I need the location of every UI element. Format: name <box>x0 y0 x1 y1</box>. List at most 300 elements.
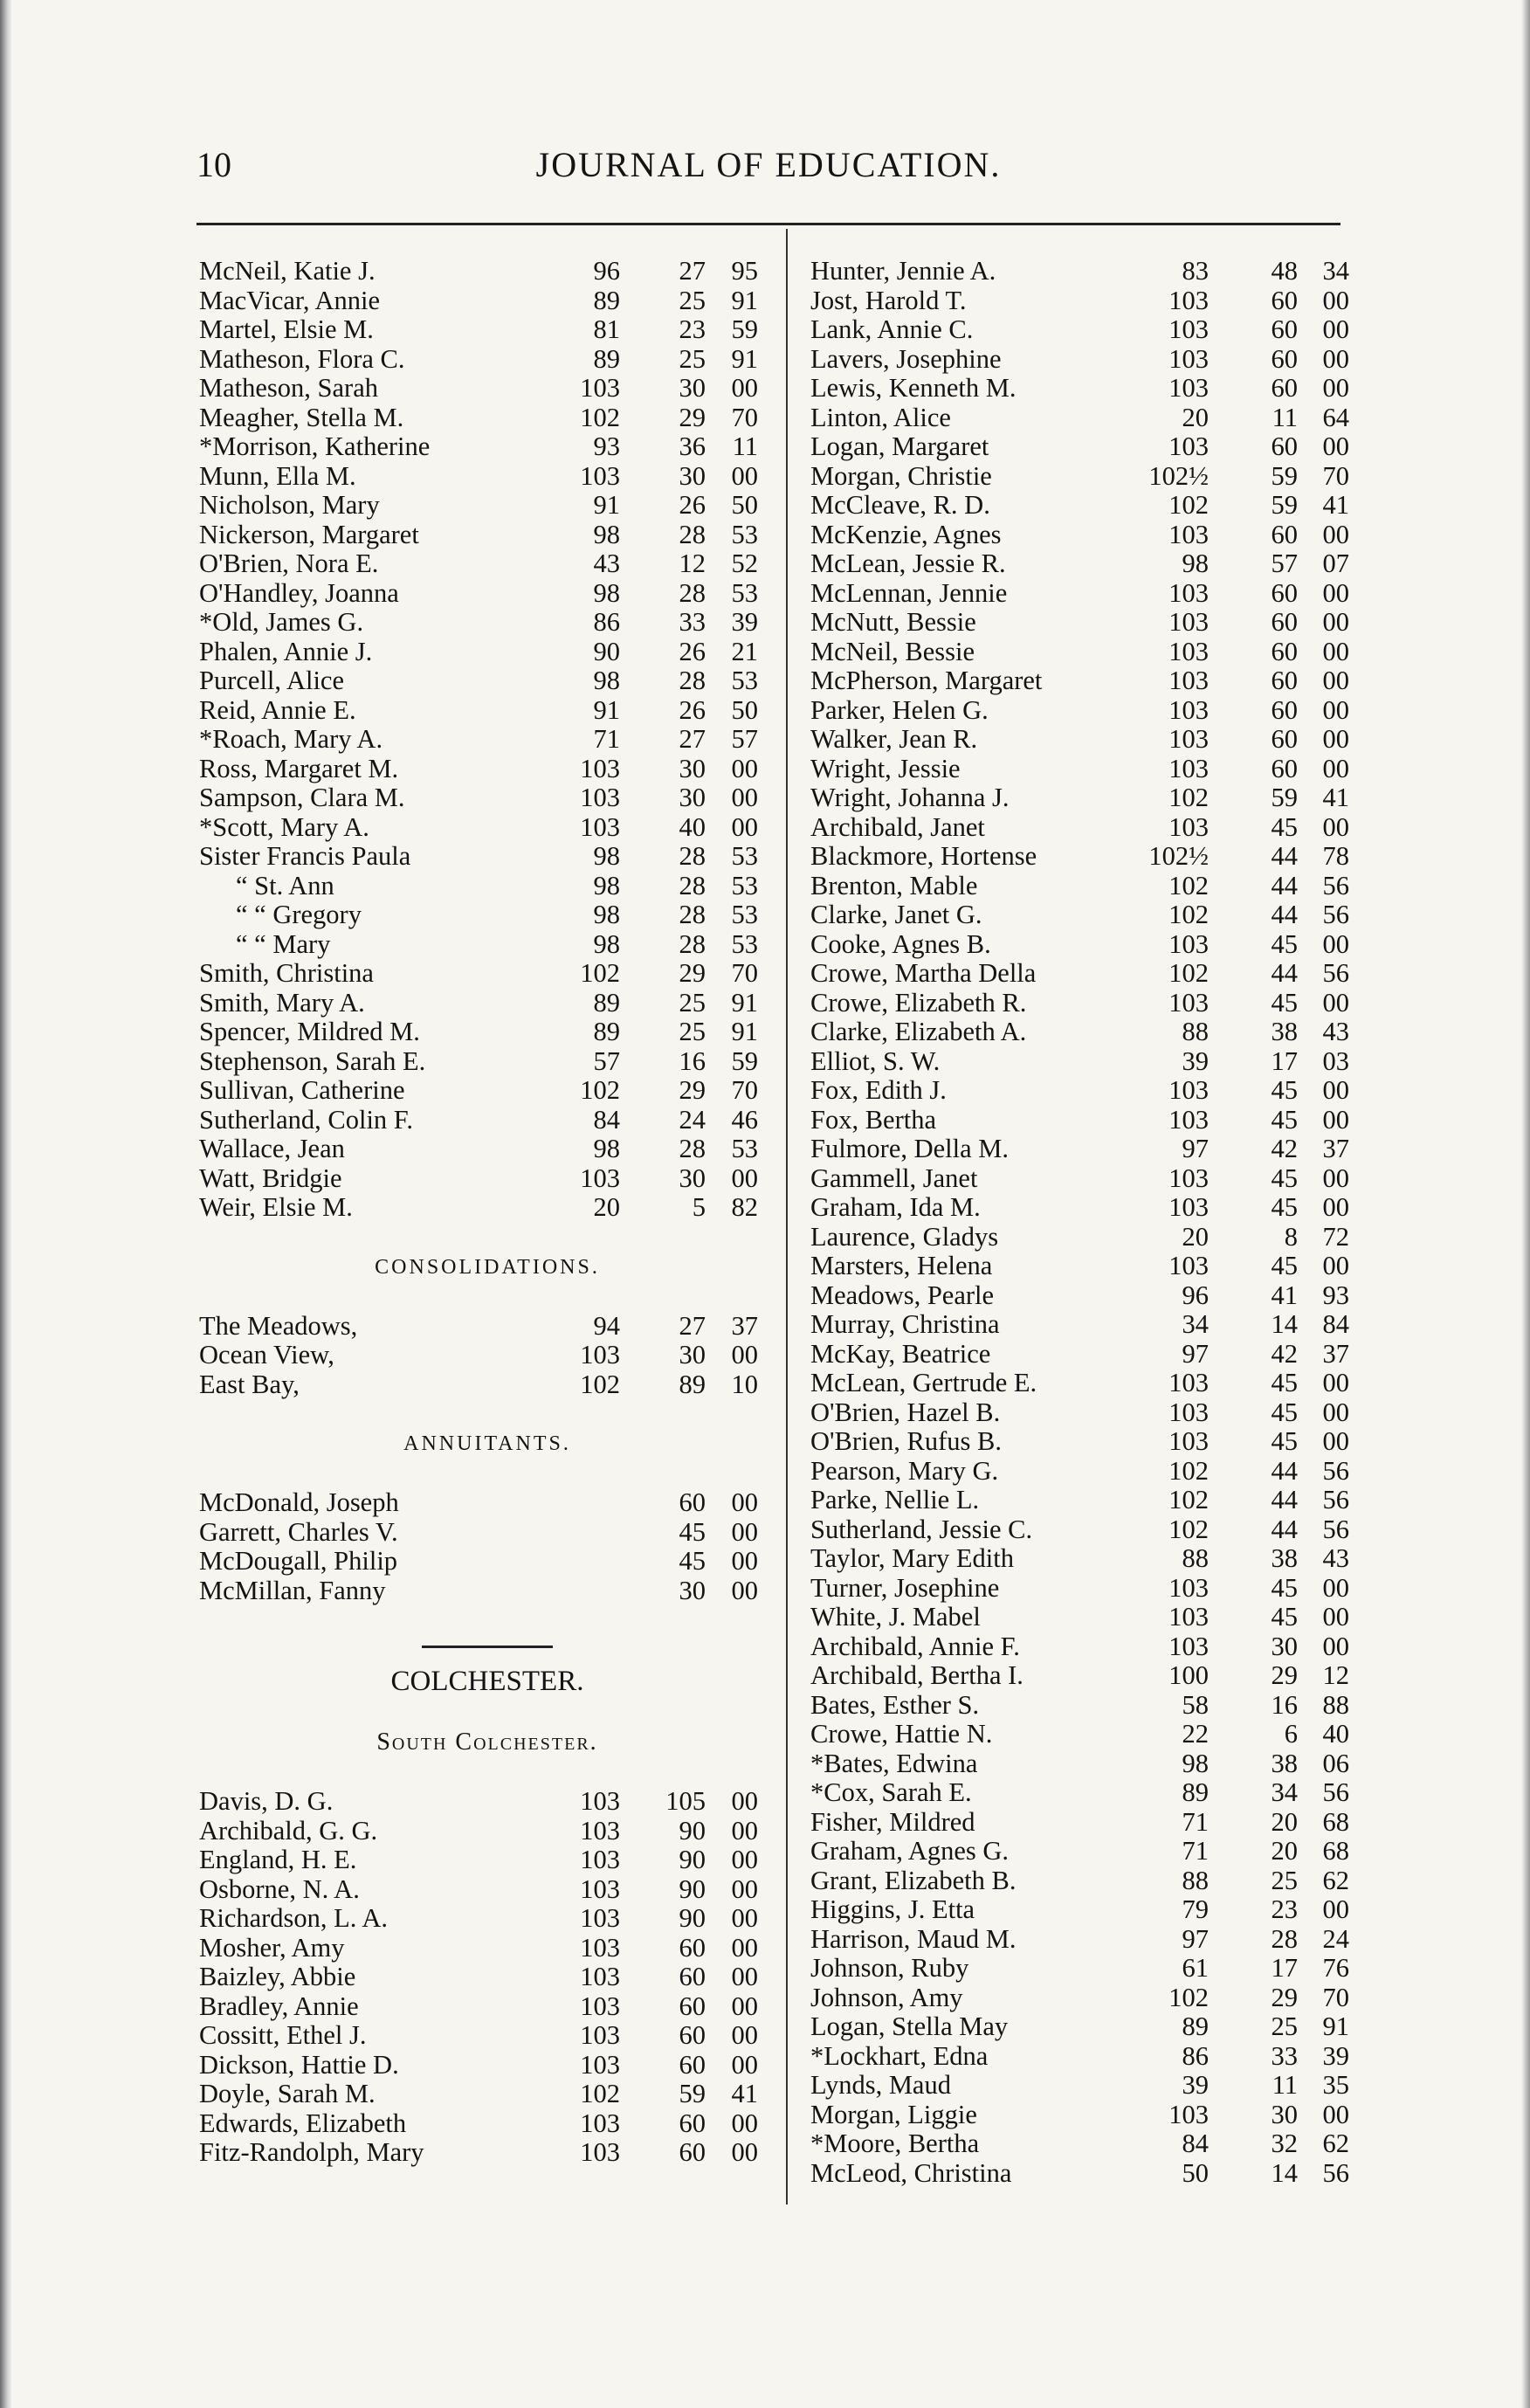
teacher-name: Pearson, Mary G. <box>810 1455 999 1486</box>
amount-dollars: 11 <box>1272 402 1298 432</box>
days-taught: 89 <box>1182 2011 1209 2041</box>
teacher-name: Taylor, Mary Edith <box>810 1543 1014 1573</box>
amount-cents: 00 <box>1322 928 1349 959</box>
table-row <box>810 345 1352 375</box>
teacher-name: McNutt, Bessie <box>810 607 976 637</box>
days-taught: 89 <box>593 987 620 1018</box>
amount-dollars: 29 <box>679 958 706 988</box>
teacher-name: Mosher, Amy <box>199 1932 345 1963</box>
teacher-name: Turner, Josephine <box>810 1572 1000 1603</box>
amount-cents: 11 <box>732 431 758 461</box>
amount-dollars: 20 <box>1271 1806 1298 1837</box>
days-taught: 103 <box>580 1815 620 1846</box>
amount-cents: 56 <box>1322 958 1349 988</box>
amount-cents: 37 <box>731 1310 758 1341</box>
days-taught: 103 <box>1168 1397 1209 1427</box>
table-row <box>199 842 775 872</box>
spacer <box>199 1698 775 1728</box>
days-taught: 102 <box>1168 783 1209 812</box>
amount-dollars: 45 <box>1271 1192 1298 1222</box>
amount-dollars: 44 <box>1271 900 1298 929</box>
table-row <box>810 1661 1352 1691</box>
table-row <box>810 1603 1352 1632</box>
amount-cents: 00 <box>1322 1397 1349 1427</box>
table-row <box>199 1577 775 1606</box>
days-taught: 103 <box>1168 1075 1209 1105</box>
days-taught: 98 <box>1182 549 1209 578</box>
teacher-name: Logan, Margaret <box>810 431 989 461</box>
amount-cents: 68 <box>1322 1806 1349 1837</box>
teacher-name: Higgins, J. Etta <box>810 1894 975 1924</box>
days-taught: 103 <box>1168 724 1209 754</box>
amount-cents: 41 <box>731 2079 758 2108</box>
days-taught: 103 <box>580 1340 620 1370</box>
amount-dollars: 23 <box>1271 1894 1298 1924</box>
amount-dollars: 24 <box>679 1104 706 1135</box>
table-row <box>810 725 1352 755</box>
table-row <box>810 1544 1352 1574</box>
table-row <box>199 1846 775 1875</box>
amount-cents: 00 <box>731 1340 758 1370</box>
teacher-name: Osborne, N. A. <box>199 1873 360 1904</box>
teacher-name: *Morrison, Katherine <box>199 431 431 461</box>
days-taught: 103 <box>1168 431 1209 461</box>
amount-dollars: 25 <box>679 343 706 374</box>
amount-dollars: 8 <box>1284 1221 1298 1252</box>
days-taught: 96 <box>1182 1280 1209 1310</box>
table-row <box>810 1427 1352 1457</box>
amount-dollars: 60 <box>679 2049 706 2080</box>
amount-cents: 53 <box>731 870 758 900</box>
table-row <box>199 1370 775 1400</box>
days-taught: 102 <box>580 1075 620 1105</box>
table-row <box>810 1895 1352 1925</box>
amount-cents: 82 <box>731 1192 758 1222</box>
table-row <box>199 432 775 462</box>
days-taught: 20 <box>1182 1221 1209 1252</box>
days-taught: 103 <box>1168 1602 1209 1632</box>
days-taught: 103 <box>580 1786 620 1816</box>
days-taught: 84 <box>1182 2129 1209 2158</box>
amount-cents: 00 <box>731 1815 758 1846</box>
amount-dollars: 29 <box>679 1075 706 1105</box>
days-taught: 103 <box>580 460 620 491</box>
amount-cents: 00 <box>1322 2099 1349 2129</box>
days-taught: 103 <box>1168 519 1209 549</box>
table-row <box>199 1817 775 1846</box>
section-rule <box>199 1635 775 1665</box>
teacher-name: McDougall, Philip <box>199 1546 398 1576</box>
amount-cents: 00 <box>731 1962 758 1991</box>
days-taught: 98 <box>593 577 620 608</box>
amount-dollars: 28 <box>679 841 706 871</box>
amount-dollars: 6 <box>1284 1719 1298 1749</box>
days-taught: 89 <box>1182 1777 1209 1807</box>
amount-dollars: 45 <box>1271 811 1298 842</box>
teacher-name: Fisher, Mildred <box>810 1806 975 1837</box>
amount-dollars: 90 <box>679 1845 706 1874</box>
amount-dollars: 45 <box>679 1546 706 1576</box>
amount-dollars: 30 <box>1271 2099 1298 2129</box>
amount-cents: 59 <box>731 1045 758 1076</box>
days-taught: 103 <box>1168 314 1209 344</box>
teacher-name: Crowe, Elizabeth R. <box>810 987 1027 1018</box>
days-taught: 103 <box>580 2049 620 2080</box>
teacher-name: Reid, Annie E. <box>199 694 356 725</box>
days-taught: 103 <box>580 1903 620 1933</box>
amount-cents: 53 <box>731 666 758 695</box>
days-taught: 103 <box>1168 285 1209 315</box>
amount-dollars: 20 <box>1271 1836 1298 1866</box>
table-row <box>199 315 775 345</box>
teacher-name: England, H. E. <box>199 1845 357 1874</box>
amount-dollars: 60 <box>1271 666 1298 695</box>
teacher-name: Fulmore, Della M. <box>810 1134 1010 1163</box>
teacher-name: Martel, Elsie M. <box>199 314 374 344</box>
teacher-name: O'Brien, Hazel B. <box>810 1397 1001 1427</box>
table-row <box>199 1963 775 1992</box>
amount-dollars: 32 <box>1271 2129 1298 2158</box>
table-row <box>810 1749 1352 1779</box>
table-row <box>199 2138 775 2168</box>
amount-dollars: 11 <box>1272 2070 1298 2100</box>
rule-line <box>422 1646 553 1648</box>
amount-dollars: 38 <box>1271 1543 1298 1573</box>
table-row <box>810 2129 1352 2159</box>
days-taught: 96 <box>593 256 620 286</box>
amount-dollars: 45 <box>1271 1163 1298 1193</box>
teacher-name: Matheson, Flora C. <box>199 343 405 374</box>
amount-dollars: 40 <box>679 811 706 842</box>
days-taught: 102 <box>580 402 620 432</box>
table-row <box>810 462 1352 492</box>
teacher-name: Phalen, Annie J. <box>199 636 373 666</box>
teacher-name: Archibald, Annie F. <box>810 1631 1020 1661</box>
days-taught: 103 <box>580 2020 620 2050</box>
table-row <box>810 1018 1352 1047</box>
column-divider <box>786 229 788 2204</box>
page-number: 10 <box>196 145 231 184</box>
spacer <box>199 1223 775 1252</box>
amount-dollars: 59 <box>679 2079 706 2108</box>
amount-dollars: 25 <box>1271 2011 1298 2041</box>
amount-dollars: 60 <box>1271 694 1298 725</box>
amount-cents: 00 <box>731 2020 758 2050</box>
amount-cents: 43 <box>1322 1543 1349 1573</box>
amount-cents: 00 <box>731 783 758 812</box>
teacher-name: McLeod, Christina <box>810 2157 1012 2188</box>
table-row <box>199 1875 775 1905</box>
table-row <box>810 1398 1352 1428</box>
teacher-name: Dickson, Hattie D. <box>199 2049 399 2080</box>
amount-dollars: 30 <box>679 373 706 403</box>
section-heading: CONSOLIDATIONS. <box>375 1255 600 1279</box>
days-taught: 98 <box>593 928 620 959</box>
amount-dollars: 30 <box>1271 1631 1298 1661</box>
teacher-name: Meadows, Pearle <box>810 1280 995 1310</box>
amount-dollars: 60 <box>1271 577 1298 608</box>
teacher-name: Logan, Stella May <box>810 2011 1009 2041</box>
teacher-name: Meagher, Stella M. <box>199 402 404 432</box>
amount-dollars: 12 <box>679 549 706 578</box>
spacer <box>199 1605 775 1635</box>
table-row <box>199 1018 775 1047</box>
amount-cents: 00 <box>1322 577 1349 608</box>
teacher-name: *Bates, Edwina <box>810 1748 978 1778</box>
table-row <box>199 666 775 696</box>
amount-cents: 35 <box>1322 2070 1349 2100</box>
teacher-name: Walker, Jean R. <box>810 724 978 754</box>
amount-dollars: 45 <box>1271 1368 1298 1397</box>
days-taught: 81 <box>593 314 620 344</box>
amount-dollars: 44 <box>1271 870 1298 900</box>
amount-cents: 70 <box>731 402 758 432</box>
amount-dollars: 28 <box>679 900 706 929</box>
table-row <box>199 2080 775 2109</box>
days-taught: 98 <box>593 841 620 871</box>
table-row <box>199 286 775 316</box>
teacher-name: “ St. Ann <box>236 870 334 900</box>
teacher-name: McNeil, Katie J. <box>199 256 376 286</box>
days-taught: 86 <box>1182 2040 1209 2071</box>
teacher-name: Lavers, Josephine <box>810 343 1002 374</box>
table-row <box>199 1488 775 1518</box>
teacher-name: Cossitt, Ethel J. <box>199 2020 367 2050</box>
table-row <box>199 1135 775 1164</box>
amount-dollars: 28 <box>679 928 706 959</box>
amount-cents: 00 <box>731 1845 758 1874</box>
teacher-name: Fox, Bertha <box>810 1104 937 1135</box>
amount-cents: 70 <box>1322 1982 1349 2012</box>
days-taught: 97 <box>1182 1134 1209 1163</box>
amount-cents: 39 <box>731 607 758 637</box>
amount-dollars: 59 <box>1271 490 1298 520</box>
days-taught: 97 <box>1182 1923 1209 1954</box>
amount-dollars: 60 <box>1271 314 1298 344</box>
table-row <box>199 1312 775 1342</box>
days-taught: 91 <box>593 490 620 520</box>
amount-cents: 00 <box>731 1575 758 1605</box>
table-row <box>810 813 1352 843</box>
days-taught: 103 <box>580 373 620 403</box>
amount-cents: 00 <box>731 1903 758 1933</box>
days-taught: 102½ <box>1148 841 1209 871</box>
days-taught: 102 <box>580 2079 620 2108</box>
amount-cents: 43 <box>1322 1017 1349 1046</box>
amount-dollars: 14 <box>1271 2157 1298 2188</box>
amount-dollars: 44 <box>1271 958 1298 988</box>
table-row <box>810 1720 1352 1749</box>
amount-cents: 39 <box>1322 2040 1349 2071</box>
teacher-name: *Cox, Sarah E. <box>810 1777 972 1807</box>
right-column <box>810 257 1352 2188</box>
amount-dollars: 90 <box>679 1873 706 1904</box>
table-row <box>810 666 1352 696</box>
amount-dollars: 44 <box>1271 1455 1298 1486</box>
table-row <box>810 404 1352 433</box>
teacher-name: Matheson, Sarah <box>199 373 378 403</box>
amount-dollars: 30 <box>679 1163 706 1193</box>
teacher-name: O'Handley, Joanna <box>199 577 399 608</box>
amount-cents: 64 <box>1322 402 1349 432</box>
days-taught: 103 <box>1168 1426 1209 1456</box>
teacher-name: McDonald, Joseph <box>199 1487 399 1517</box>
teacher-name: O'Brien, Rufus B. <box>810 1426 1002 1456</box>
table-row <box>199 2021 775 2051</box>
table-row <box>810 1369 1352 1398</box>
amount-cents: 91 <box>731 343 758 374</box>
days-taught: 89 <box>593 285 620 315</box>
amount-cents: 00 <box>731 1163 758 1193</box>
teacher-name: Spencer, Mildred M. <box>199 1017 420 1046</box>
teacher-name: Doyle, Sarah M. <box>199 2079 376 2108</box>
amount-cents: 07 <box>1322 549 1349 578</box>
days-taught: 103 <box>1168 1251 1209 1280</box>
teacher-name: Nicholson, Mary <box>199 490 380 520</box>
teacher-name: Jost, Harold T. <box>810 285 967 315</box>
table-row <box>810 1515 1352 1545</box>
amount-dollars: 48 <box>1271 256 1298 286</box>
teacher-name: Sister Francis Paula <box>199 841 411 871</box>
amount-cents: 56 <box>1322 1485 1349 1514</box>
teacher-name: Hunter, Jennie A. <box>810 256 996 286</box>
amount-cents: 00 <box>731 460 758 491</box>
amount-dollars: 45 <box>1271 987 1298 1018</box>
amount-cents: 62 <box>1322 1865 1349 1895</box>
teacher-name: Brenton, Mable <box>810 870 978 900</box>
teacher-name: The Meadows, <box>199 1310 358 1341</box>
teacher-name: Lynds, Maud <box>810 2070 951 2100</box>
amount-cents: 84 <box>1322 1309 1349 1339</box>
teacher-name: McLennan, Jennie <box>810 577 1008 608</box>
amount-dollars: 25 <box>1271 1865 1298 1895</box>
teacher-name: Blackmore, Hortense <box>810 841 1037 871</box>
teacher-name: McNeil, Bessie <box>810 636 975 666</box>
days-taught: 103 <box>1168 607 1209 637</box>
teacher-name: Fitz-Randolph, Mary <box>199 2137 424 2167</box>
amount-cents: 34 <box>1322 256 1349 286</box>
teacher-name: McLean, Gertrude E. <box>810 1368 1037 1397</box>
teacher-name: Smith, Christina <box>199 958 374 988</box>
days-taught: 79 <box>1182 1894 1209 1924</box>
teacher-name: Archibald, Janet <box>810 811 985 842</box>
amount-dollars: 30 <box>679 753 706 783</box>
days-taught: 103 <box>1168 811 1209 842</box>
amount-cents: 00 <box>731 1546 758 1576</box>
amount-dollars: 59 <box>1271 460 1298 491</box>
amount-dollars: 45 <box>1271 1075 1298 1105</box>
teacher-name: Sullivan, Catherine <box>199 1075 405 1105</box>
amount-dollars: 16 <box>679 1045 706 1076</box>
table-row <box>810 1281 1352 1311</box>
table-row <box>810 1106 1352 1135</box>
teacher-name: Linton, Alice <box>810 402 951 432</box>
days-taught: 88 <box>1182 1543 1209 1573</box>
amount-cents: 59 <box>731 314 758 344</box>
amount-cents: 70 <box>1322 460 1349 491</box>
days-taught: 103 <box>1168 1572 1209 1603</box>
amount-cents: 57 <box>731 724 758 754</box>
days-taught: 103 <box>1168 636 1209 666</box>
teacher-name: Watt, Bridgie <box>199 1163 342 1193</box>
amount-dollars: 14 <box>1271 1309 1298 1339</box>
days-taught: 86 <box>593 607 620 637</box>
amount-dollars: 28 <box>679 870 706 900</box>
teacher-name: Wallace, Jean <box>199 1134 345 1163</box>
amount-dollars: 36 <box>679 431 706 461</box>
amount-dollars: 28 <box>679 666 706 695</box>
amount-cents: 53 <box>731 577 758 608</box>
table-row <box>810 783 1352 813</box>
amount-cents: 40 <box>1322 1719 1349 1749</box>
table-row <box>199 930 775 960</box>
table-row <box>199 872 775 901</box>
teacher-name: Archibald, Bertha I. <box>810 1660 1023 1690</box>
table-row <box>810 1984 1352 2013</box>
teacher-name: “ “ Mary <box>236 928 331 959</box>
amount-cents: 41 <box>1322 490 1349 520</box>
amount-dollars: 89 <box>679 1369 706 1399</box>
amount-dollars: 17 <box>1271 1045 1298 1076</box>
amount-dollars: 105 <box>665 1786 706 1816</box>
amount-dollars: 45 <box>1271 1104 1298 1135</box>
table-row <box>199 1787 775 1817</box>
amount-cents: 76 <box>1322 1953 1349 1983</box>
table-row <box>199 755 775 784</box>
amount-dollars: 16 <box>1271 1689 1298 1720</box>
amount-dollars: 60 <box>1271 285 1298 315</box>
amount-cents: 00 <box>1322 753 1349 783</box>
amount-dollars: 45 <box>1271 1426 1298 1456</box>
teacher-name: Wright, Johanna J. <box>810 783 1010 812</box>
table-row <box>810 1837 1352 1866</box>
teacher-name: Laurence, Gladys <box>810 1221 999 1252</box>
days-taught: 103 <box>580 1962 620 1991</box>
table-row <box>810 2101 1352 2130</box>
days-taught: 103 <box>580 811 620 842</box>
table-row <box>810 989 1352 1018</box>
page-header <box>196 144 1340 197</box>
days-taught: 103 <box>1168 373 1209 403</box>
teacher-name: “ “ Gregory <box>236 900 362 929</box>
amount-dollars: 42 <box>1271 1338 1298 1369</box>
table-row <box>199 725 775 755</box>
days-taught: 71 <box>1182 1806 1209 1837</box>
table-row <box>810 755 1352 784</box>
teacher-name: Gammell, Janet <box>810 1163 978 1193</box>
amount-cents: 10 <box>731 1369 758 1399</box>
table-row <box>810 2159 1352 2189</box>
amount-dollars: 60 <box>1271 607 1298 637</box>
teacher-name: Graham, Ida M. <box>810 1192 981 1222</box>
amount-dollars: 60 <box>679 2137 706 2167</box>
spacer <box>199 1399 775 1429</box>
table-row <box>810 286 1352 316</box>
amount-dollars: 45 <box>1271 928 1298 959</box>
amount-cents: 00 <box>1322 285 1349 315</box>
amount-cents: 00 <box>731 1786 758 1816</box>
table-row <box>199 783 775 813</box>
table-row <box>199 579 775 609</box>
days-taught: 102 <box>1168 1514 1209 1544</box>
table-row <box>810 257 1352 286</box>
amount-cents: 91 <box>731 1017 758 1046</box>
teacher-name: Weir, Elsie M. <box>199 1192 353 1222</box>
teacher-name: Murray, Christina <box>810 1309 1000 1339</box>
teacher-name: Sampson, Clara M. <box>199 783 405 812</box>
days-taught: 103 <box>580 2108 620 2138</box>
amount-dollars: 45 <box>1271 1397 1298 1427</box>
